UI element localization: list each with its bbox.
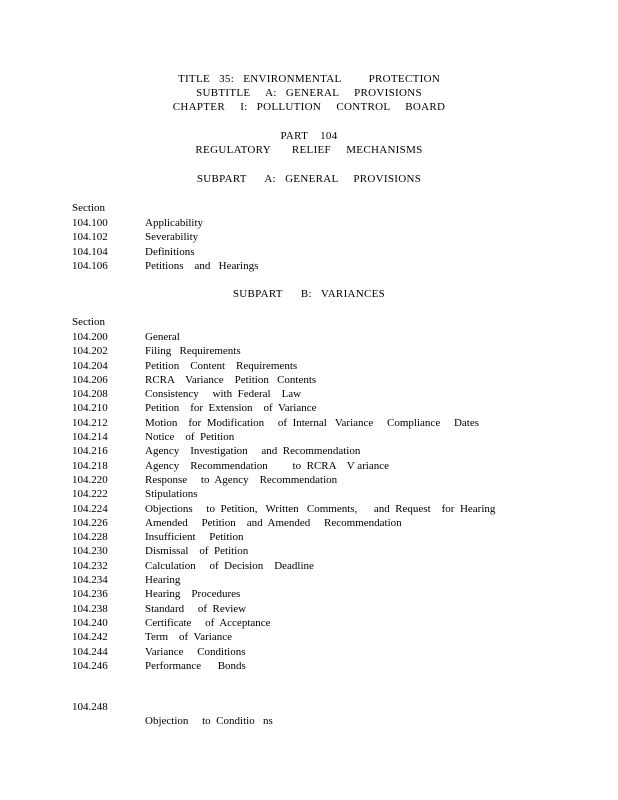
toc-row xyxy=(72,559,552,573)
toc-row xyxy=(72,401,552,415)
subpart-b-section-label: Section xyxy=(72,316,105,328)
section-title: Term of Variance xyxy=(145,631,232,644)
section-title: Definitions xyxy=(145,245,195,258)
toc-row xyxy=(72,686,552,727)
section-title: Objection to Conditio ns xyxy=(145,715,273,727)
toc-row xyxy=(72,587,552,601)
section-number: 104.106 xyxy=(72,259,108,272)
toc-row xyxy=(72,530,552,544)
subpart-a-section-label: Section xyxy=(72,202,105,214)
toc-row xyxy=(72,459,552,473)
section-title: Motion for Modification of Internal Variance Compliance Dates xyxy=(145,416,479,429)
section-number: 104.234 xyxy=(72,574,108,587)
section-number: 104.210 xyxy=(72,402,108,415)
section-number: 104.200 xyxy=(72,331,108,343)
section-number: 104.102 xyxy=(72,231,108,244)
subtitle-line: SUBTITLE A: GENERAL PROVISIONS xyxy=(196,87,422,99)
section-number: 104.206 xyxy=(72,373,108,386)
section-number: 104.214 xyxy=(72,431,108,444)
toc-row xyxy=(72,216,552,230)
section-title: Performance Bonds xyxy=(145,659,246,672)
toc-row xyxy=(72,259,552,273)
section-title: Hearing Procedures xyxy=(145,588,241,601)
toc-row xyxy=(72,544,552,558)
section-number: 104.208 xyxy=(72,388,108,401)
chapter-line: CHAPTER I: POLLUTION CONTROL BOARD xyxy=(172,101,446,113)
section-title: Stipulations xyxy=(145,488,198,501)
subpart-a-heading: SUBPART A: GENERAL PROVISIONS xyxy=(196,173,422,185)
section-number: 104.204 xyxy=(72,359,108,372)
section-title: Response to Agency Recommendation xyxy=(145,473,338,486)
toc-row xyxy=(72,230,552,244)
toc-row xyxy=(72,659,552,673)
section-number: 104.242 xyxy=(72,631,108,644)
toc-row xyxy=(72,616,552,630)
section-number: 104.220 xyxy=(72,473,108,486)
subpart-b-heading: SUBPART B: VARIANCES xyxy=(232,288,386,300)
section-number: 104.100 xyxy=(72,217,108,229)
section-number: 104.202 xyxy=(72,345,108,358)
toc-row xyxy=(72,645,552,659)
section-number: 104.236 xyxy=(72,588,108,601)
section-number: 104.238 xyxy=(72,602,108,615)
section-number: 104.218 xyxy=(72,459,108,472)
part-name: REGULATORY RELIEF MECHANISMS xyxy=(195,144,423,156)
section-title: Filing Requirements xyxy=(145,345,241,358)
section-title: Dismissal of Petition xyxy=(145,545,249,558)
section-number: 104.232 xyxy=(72,559,108,572)
toc-row xyxy=(72,359,552,373)
section-number: 104.228 xyxy=(72,531,108,544)
toc-row xyxy=(72,487,552,501)
section-title: Objections to Petition, Written Comments, and Request for Hearing xyxy=(145,502,496,515)
toc-row xyxy=(72,630,552,644)
section-title: Notice of Petition xyxy=(145,431,235,444)
toc-row xyxy=(72,430,552,444)
section-title: Variance Conditions xyxy=(145,645,246,658)
section-number: 104.224 xyxy=(72,502,108,515)
toc-row xyxy=(72,387,552,401)
toc-row xyxy=(72,602,552,616)
section-number: 104.230 xyxy=(72,545,108,558)
section-number: 104.240 xyxy=(72,616,108,629)
toc-row xyxy=(72,330,552,344)
toc-row xyxy=(72,344,552,358)
section-number: 104.246 xyxy=(72,659,108,672)
toc-row xyxy=(72,473,552,487)
section-number: 104.226 xyxy=(72,516,108,529)
section-title: Calculation of Decision Deadline xyxy=(145,559,314,572)
section-title: Consistency with Federal Law xyxy=(145,388,302,401)
section-number: 104.244 xyxy=(72,645,108,658)
section-title: RCRA Variance Petition Contents xyxy=(145,373,317,386)
section-title: Agency Recommendation to RCRA V ariance xyxy=(145,459,389,472)
section-title: Severability xyxy=(145,231,199,244)
toc-row xyxy=(72,245,552,259)
section-title: Petition for Extension of Variance xyxy=(145,402,317,415)
section-title: Standard of Review xyxy=(145,602,247,615)
section-title: Amended Petition and Amended Recommendation xyxy=(145,516,402,529)
section-number: 104.222 xyxy=(72,488,108,501)
section-title: Petitions and Hearings xyxy=(145,259,259,272)
section-title: Agency Investigation and Recommendation xyxy=(145,445,361,458)
toc-row xyxy=(72,444,552,458)
toc-row xyxy=(72,516,552,530)
section-title: Certificate of Acceptance xyxy=(145,616,271,629)
section-number: 104.248 xyxy=(72,701,108,713)
part-line: PART 104 xyxy=(280,130,338,142)
section-number: 104.212 xyxy=(72,416,108,429)
toc-row xyxy=(72,573,552,587)
toc-row xyxy=(72,502,552,516)
toc-row xyxy=(72,373,552,387)
section-title: Applicability xyxy=(145,217,204,229)
section-number: 104.104 xyxy=(72,245,108,258)
subpart-b-last-section xyxy=(72,686,552,727)
toc-row xyxy=(72,416,552,430)
section-title: Hearing xyxy=(145,574,181,587)
section-title: Insufficient Petition xyxy=(145,531,244,544)
subpart-a-section-list xyxy=(72,216,552,273)
title-line: TITLE 35: ENVIRONMENTAL PROTECTION xyxy=(177,73,441,85)
subpart-b-section-list xyxy=(72,330,552,673)
section-title: Petition Content Requirements xyxy=(145,359,298,372)
section-title: General xyxy=(145,331,180,343)
section-number: 104.216 xyxy=(72,445,108,458)
